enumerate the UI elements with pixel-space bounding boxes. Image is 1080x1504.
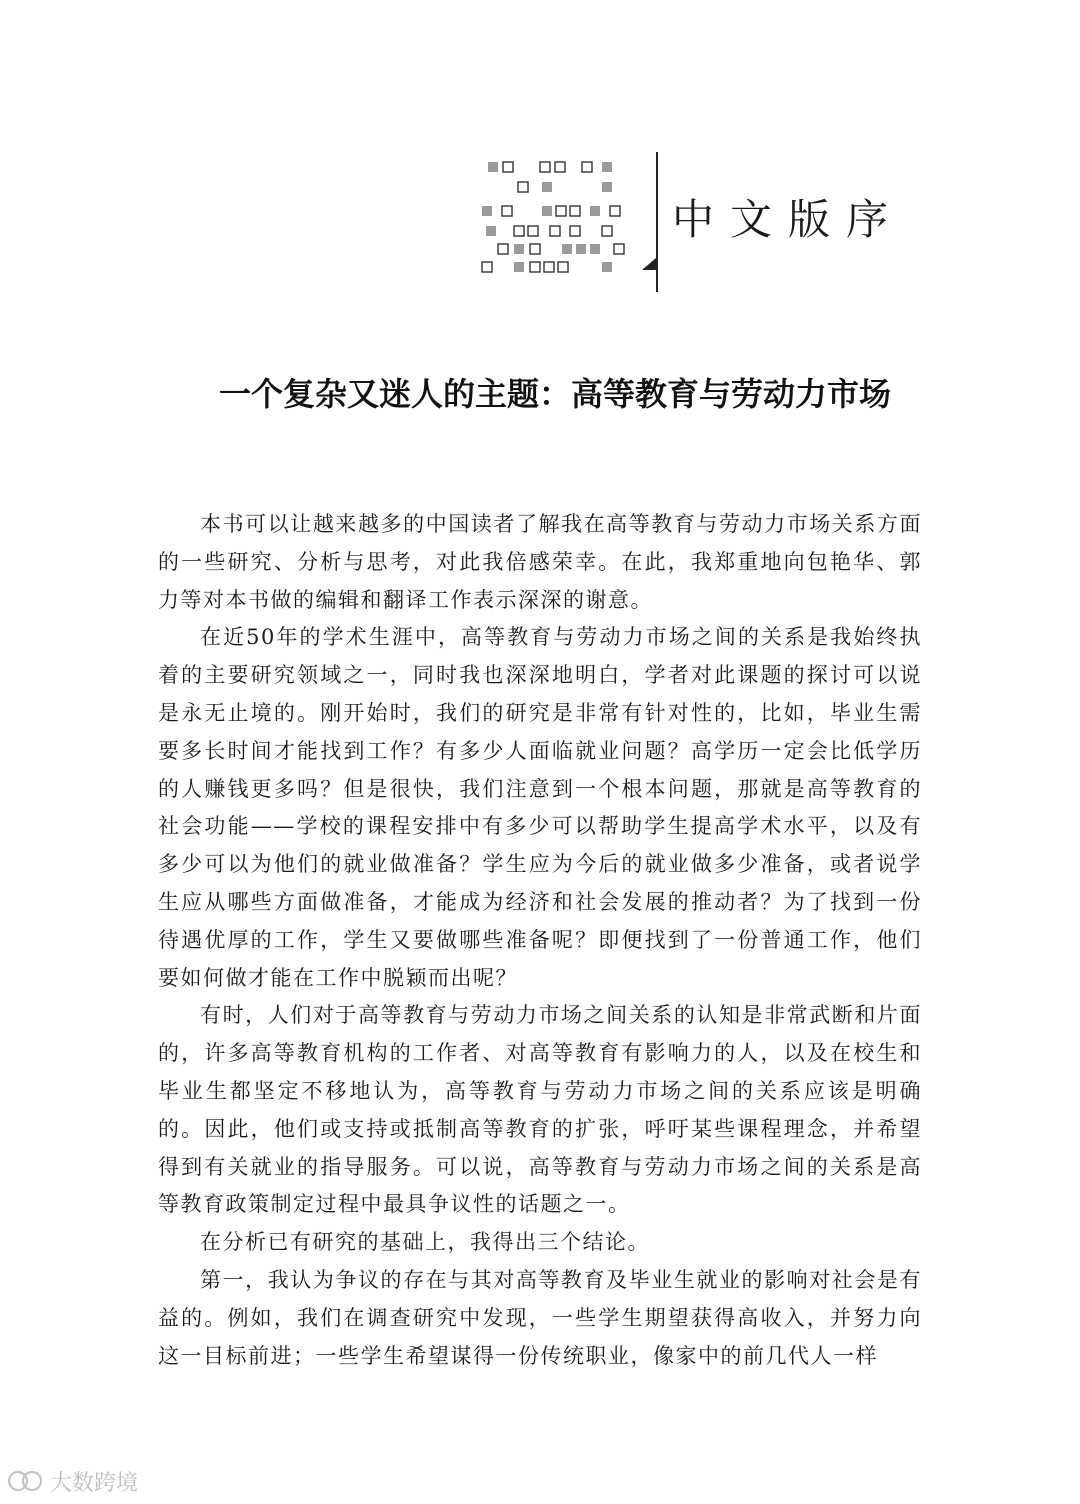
watermark (6, 1466, 138, 1496)
decorative-square-pattern (478, 160, 658, 280)
paragraph: 有时，人们对于高等教育与劳动力市场之间关系的认知是非常武断和片面的，许多高等教育机构的工作者、对高等教育有影响力的人，以及在校生和毕业生都坚定不移地认为，高等教育与劳动力市场之间的关系应该是明确的。因此，他们或支持或抵制高等教育的扩张，呼吁某些课程理念，并希望得到有关就业的指导服务。可以说，高等教育与劳动力市场之间的关系是高等教育政策制定过程中最具争议性的话题之一。 (158, 1003, 922, 1217)
paragraph: 在分析已有研究的基础上，我得出三个结论。 (200, 1230, 650, 1255)
double-circle-icon (6, 1468, 46, 1494)
paragraph: 第一，我认为争议的存在与其对高等教育及毕业生就业的影响对社会是有益的。例如，我们在调查研究中发现，一些学生期望获得高收入，并努力向这一目标前进；一些学生希望谋得一份传统职业，像家中的前几代人一样 (158, 1267, 922, 1368)
corner-triangle-icon (642, 258, 656, 270)
paragraph: 在近50年的学术生涯中，高等教育与劳动力市场之间的关系是我始终执着的主要研究领域之一，同时我也深深地明白，学者对此课题的探讨可以说是永无止境的。刚开始时，我们的研究是非常有针对性的，比如，毕业生需要多长时间才能找到工作？有多少人面临就业问题？高学历一定会比低学历的人赚钱更多吗？但是很快，我们注意到一个根本问题，那就是高等教育的社会功能——学校的课程安排中有多少可以帮助学生提高学术水平，以及有多少可以为他们的就业做准备？学生应为今后的就业做多少准备，或者说学生应从哪些方面做准备，才能成为经济和社会发展的推动者？为了找到一份待遇优厚的工作，学生又要做哪些准备呢？即便找到了一份普通工作，他们要如何做才能在工作中脱颖而出呢？ (158, 625, 922, 990)
chapter-title: 一个复杂又迷人的主题：高等教育与劳动力市场 (218, 375, 891, 413)
watermark-text: 大数跨境 (50, 1470, 139, 1496)
section-label: 中文版序 (672, 195, 905, 244)
paragraph: 本书可以让越来越多的中国读者了解我在高等教育与劳动力市场关系方面的一些研究、分析与思考，对此我倍感荣幸。在此，我郑重地向包艳华、郭力等对本书做的编辑和翻译工作表示深深的谢意。 (158, 512, 922, 612)
header-divider (656, 152, 658, 292)
body-text (158, 506, 922, 1375)
